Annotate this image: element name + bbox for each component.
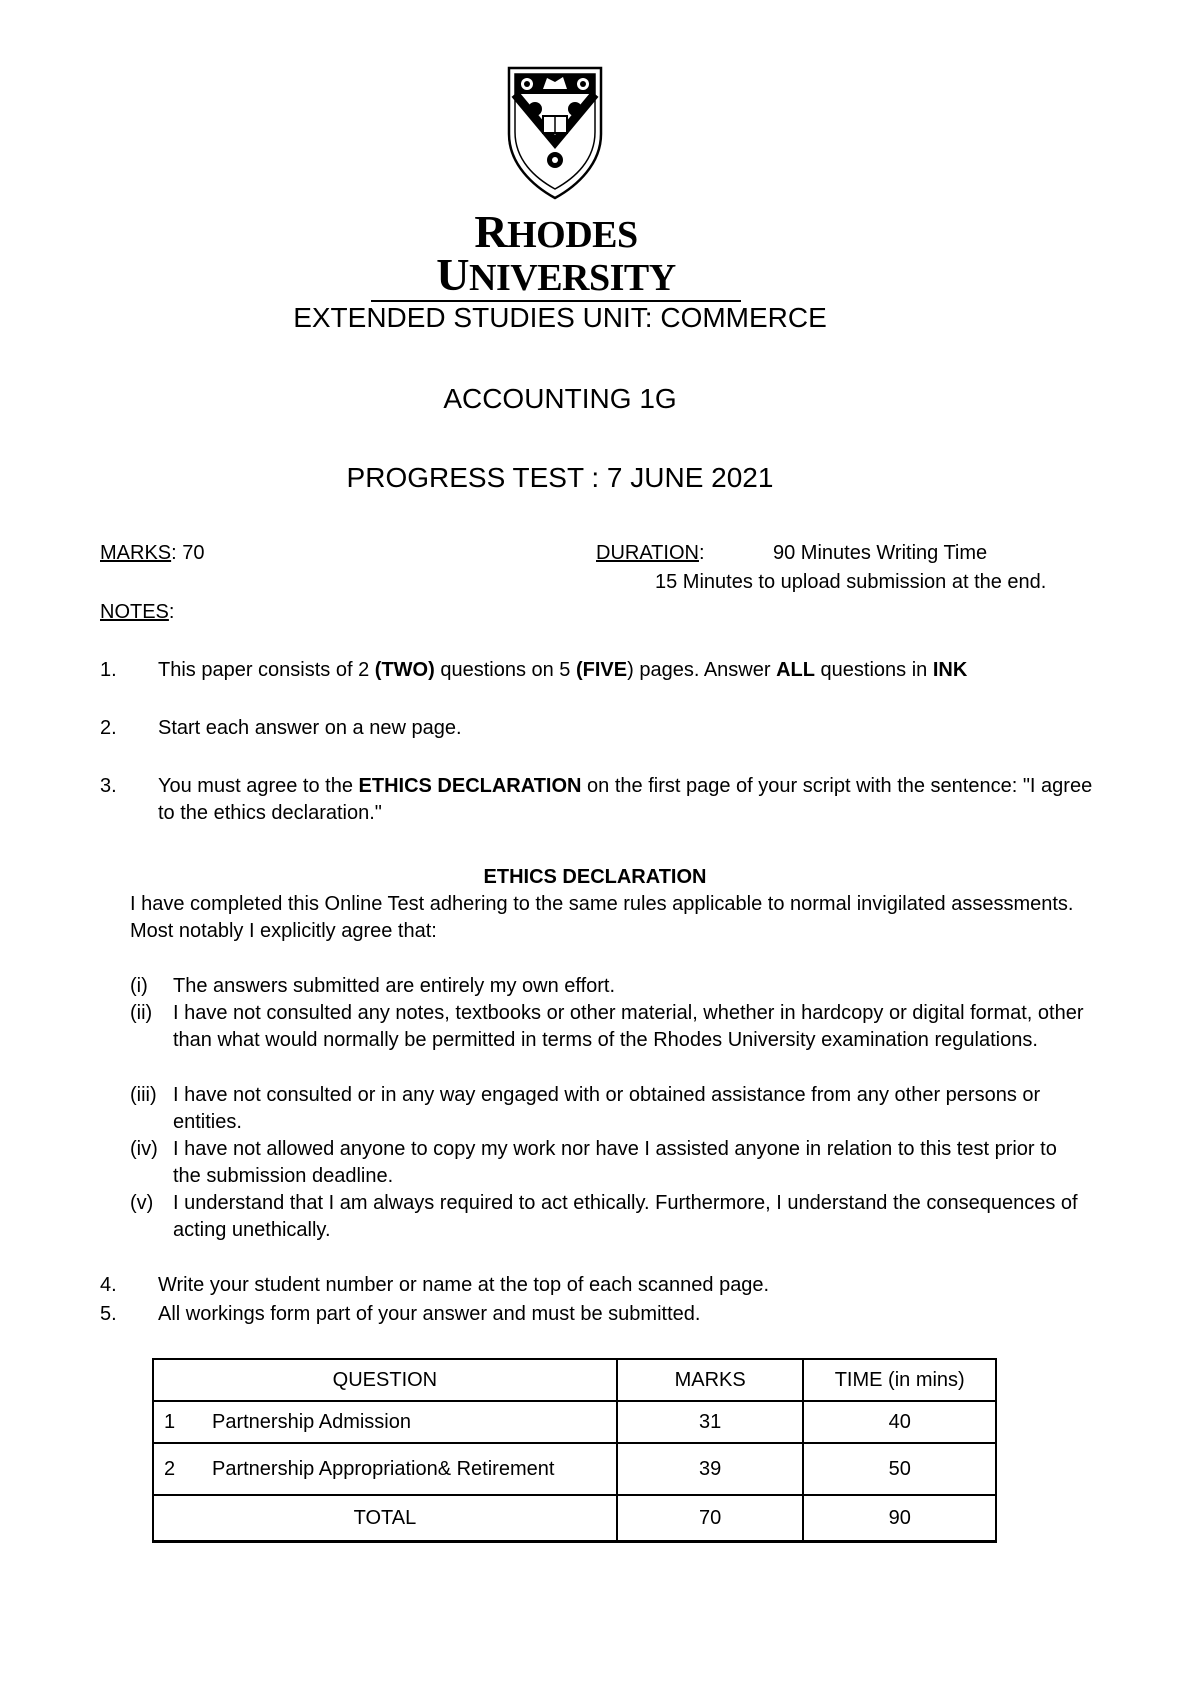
- question-cell: 1 Partnership Admission: [153, 1401, 617, 1443]
- time-cell: 50: [803, 1443, 996, 1495]
- table-header-row: [153, 1359, 996, 1401]
- table-row: [153, 1443, 996, 1495]
- header-time: TIME (in mins): [803, 1359, 996, 1401]
- university-crest-logo: [505, 64, 605, 202]
- marks-value: : 70: [171, 542, 205, 564]
- test-title: PROGRESS TEST : 7 JUNE 2021: [346, 462, 774, 493]
- header-marks: MARKS: [617, 1359, 804, 1401]
- duration-label: DURATION: [596, 542, 699, 564]
- ethics-intro: I have completed this Online Test adhering to the same rules applicable to normal invigilated assessments. Most notably I explicitly agree that:: [130, 893, 1074, 942]
- unit-title: EXTENDED STUDIES UNIT: COMMERCE: [293, 302, 827, 333]
- upload-note: 15 Minutes to upload submission at the end.: [655, 571, 1047, 593]
- duration-info: DURATION: 90 Minutes Writing Time: [596, 540, 705, 567]
- total-marks: 70: [617, 1495, 804, 1542]
- marks-cell: 31: [617, 1401, 804, 1443]
- notes-heading: NOTES:: [100, 601, 175, 623]
- total-time: 90: [803, 1495, 996, 1542]
- marks-label: MARKS: [100, 542, 172, 564]
- ethics-heading: ETHICS DECLARATION: [483, 866, 707, 888]
- table-row: [153, 1401, 996, 1443]
- time-cell: 40: [803, 1401, 996, 1443]
- duration-value: 90 Minutes Writing Time: [773, 542, 988, 564]
- total-label: TOTAL: [153, 1495, 617, 1542]
- marks-cell: 39: [617, 1443, 804, 1495]
- university-wordmark: RHODES UNIVERSITY: [371, 212, 741, 302]
- marks-info: [100, 540, 204, 567]
- question-cell: 2 Partnership Appropriation& Retirement: [153, 1443, 617, 1495]
- course-title: ACCOUNTING 1G: [443, 383, 677, 414]
- exam-cover-page: RHODES UNIVERSITY EXTENDED STUDIES UNIT: COMMERCE ACCOUNTING 1G PROGRESS TEST : 7 JUNE 2021 MARKS: 70 DURATION: 90 Minutes Writing Time 15 Minutes to upload submission at the end. NOTES: 1. This paper consists of 2 (TWO) questions on 5 (FIVE) pages. Answer ALL questions in INK 2. Start each answer on a new page. 3. You must agree to the ETHICS DECLARATION on the first page of your script with the sentence: "I agree to the ethics declaration." ETHICS DECLARATION I have completed this Online Test adhering to the same rules applicable to normal invigilated assessments. Most notably I explicitly agree that: (i) The answers submitted are entirely my own effort. (ii) I have not consulted any notes, textbooks or other material, whether in hardcopy or digital format, other than what would normally be permitted in terms of the Rhodes University examination regulations. (iii) I have not consulted or in any way engaged with or obtained assistance from any other persons or entities. (iv) I have not allowed anyone to copy my work nor have I assisted anyone in relation to this test prior to the submission deadline. (v) I understand that I am always required to act ethically. Furthermore, I understand the consequences of acting unethically. 4. Write your student number or name at the top of each scanned page. 5. All workings form part of your answer and must be submitted. QUESTION MARKS TIME (in mins) 1 Partnership Admission 31 40 2 Partnership Appropriation& Retirement 39 50 TOTAL 70 90: [0, 0, 1200, 1696]
- table-total-row: [153, 1495, 996, 1542]
- header-question: QUESTION: [153, 1359, 617, 1401]
- question-marks-table: [152, 1358, 997, 1543]
